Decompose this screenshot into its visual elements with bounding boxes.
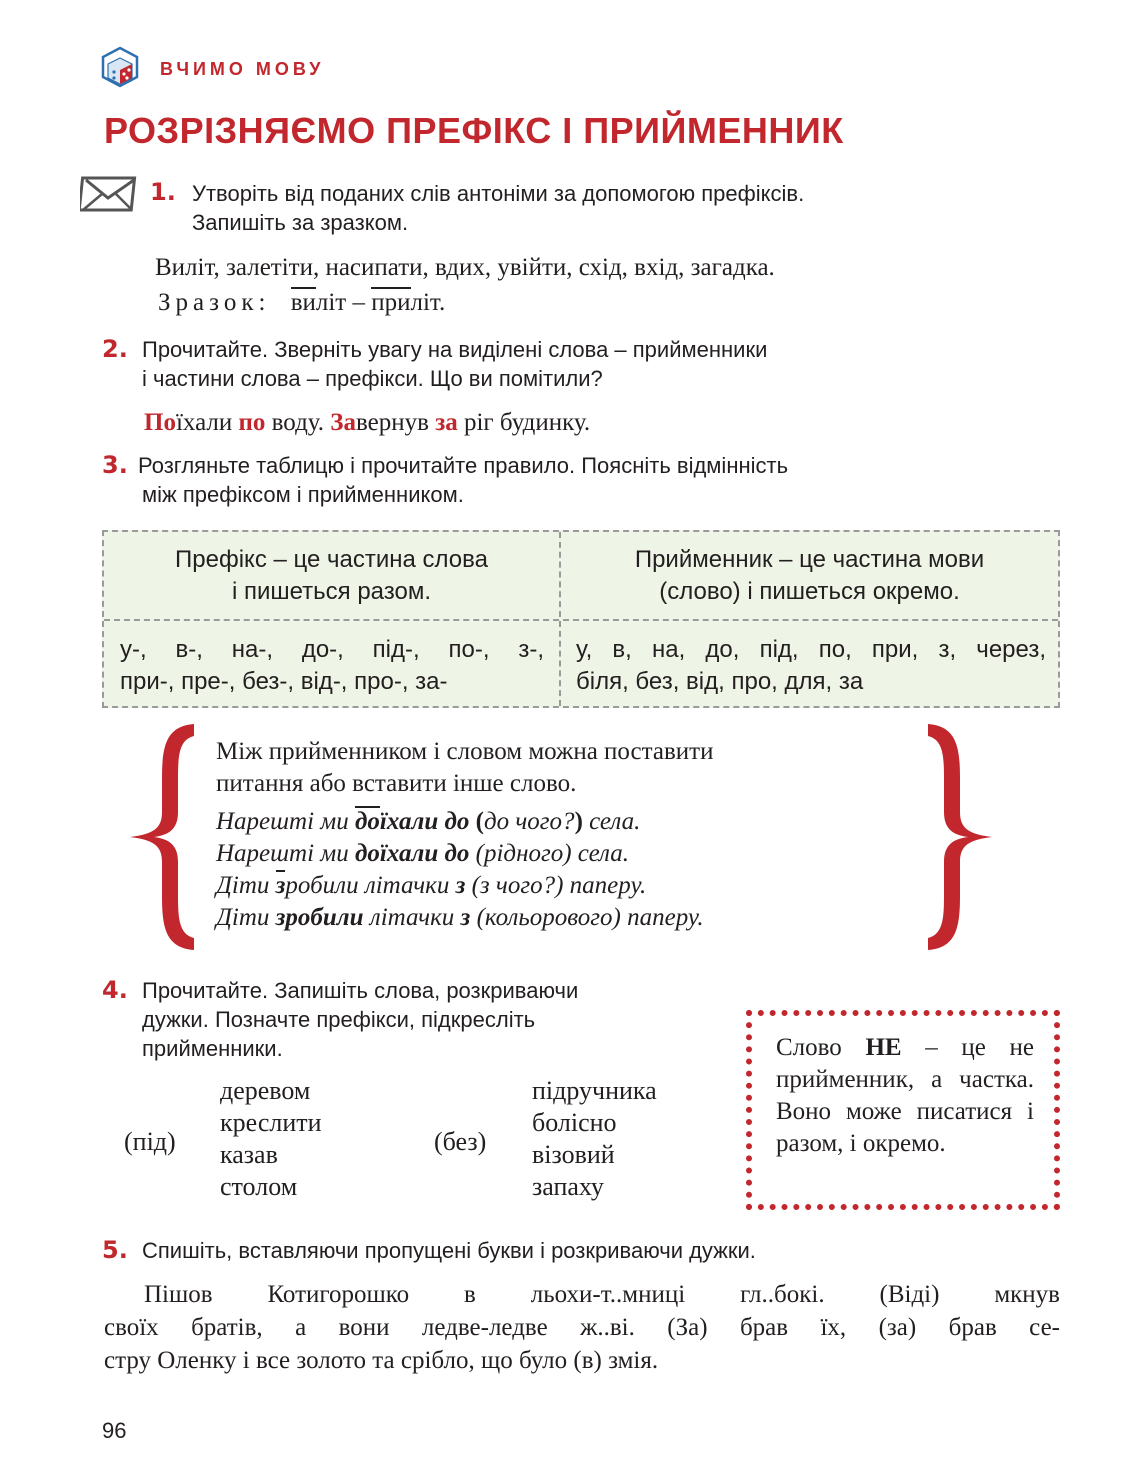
list-item: підручника (532, 1076, 657, 1105)
group-1-preposition: (під) (124, 1127, 176, 1156)
task-3-number: 3. (102, 451, 128, 479)
task-2-instruction: Прочитайте. Зверніть увагу на виділені слова – прийменники і частини слова – префікси. Що ви помітили? (142, 337, 768, 391)
task-1-words: Виліт, залетіти, насипати, вдих, увійти, схід, вхід, загадка. (155, 254, 775, 281)
table-header-prefix: Префікс – це частина слова і пишеться разом. (175, 546, 488, 605)
list-item: казав (220, 1140, 278, 1169)
group-2-preposition: (без) (434, 1127, 487, 1156)
rule-text: Між прийменником і словом можна поставити питання або вставити інше слово. Нарешті ми доїхали до (до чого?) села. Нарешті ми доїхали до (рідного) села. Діти зробили літачки з (з чого?) паперу. Діти зробили літачки з (кольорового) паперу. (216, 738, 714, 931)
table-prefix-list: у-, в-, на-, до-, під-, по-, з-, при-, пре-, без-, від-, про-, за- (120, 636, 544, 695)
dice-cube-icon (100, 46, 140, 88)
task-2-number: 2. (102, 335, 128, 363)
task-4-instruction: Прочитайте. Запишіть слова, розкриваючи дужки. Позначте префікси, підкресліть прийменники. (142, 978, 579, 1061)
list-item: запаху (532, 1172, 604, 1201)
list-item: візовий (532, 1140, 615, 1169)
task-3-instruction: Розгляньте таблицю і прочитайте правило. Поясніть відмінність між префіксом і прийменником. (138, 453, 789, 507)
prefix-mark: при (371, 289, 411, 316)
task-2-example: Поїхали по воду. Завернув за ріг будинку. (144, 409, 591, 436)
note-box: Слово НЕ – це не прийменник, а частка. Воно може писатися і разом, і окремо. (746, 1010, 1060, 1210)
prefix-mark: ви (290, 289, 316, 316)
group-2-words (532, 1075, 657, 1203)
list-item: деревом (220, 1076, 311, 1105)
task-5-text: Пішов Котигорошко в льохи-т..мниці гл..бокі. (Віді) мкнув своїх братів, а вони ледве-ледве ж..ві. (За) брав їх, (за) брав се- стру Оленку і все золото та срібло, що було (в) змія. (104, 1281, 1060, 1374)
list-item: болісно (532, 1108, 617, 1137)
group-1-words (220, 1075, 322, 1203)
task-4-number: 4. (102, 976, 128, 1004)
task-1-sample: Зразок: виліт – приліт. (158, 289, 446, 316)
task-5-instruction: Спишіть, вставляючи пропущені букви і розкриваючи дужки. (142, 1238, 756, 1263)
list-item: столом (220, 1172, 298, 1201)
envelope-icon (80, 174, 138, 214)
task-1-instruction: Утворіть від поданих слів антоніми за допомогою префіксів. Запишіть за зразком. (192, 181, 805, 235)
right-brace (922, 720, 998, 954)
table-header-preposition: Прийменник – це частина мови (слово) і пишеться окремо. (634, 546, 985, 605)
page-title: РОЗРІЗНЯЄМО ПРЕФІКС І ПРИЙМЕННИК (104, 110, 844, 151)
prefix-preposition-table (102, 530, 1060, 708)
task-5-number: 5. (102, 1236, 128, 1264)
task-1-number: 1. (150, 178, 176, 206)
section-label: ВЧИМО МОВУ (160, 59, 325, 79)
table-preposition-list: у, в, на, до, під, по, при, з, через, біля, без, від, про, для, за (576, 636, 1046, 695)
list-item: креслити (220, 1108, 322, 1137)
left-brace (124, 720, 200, 954)
page-number: 96 (102, 1418, 127, 1443)
